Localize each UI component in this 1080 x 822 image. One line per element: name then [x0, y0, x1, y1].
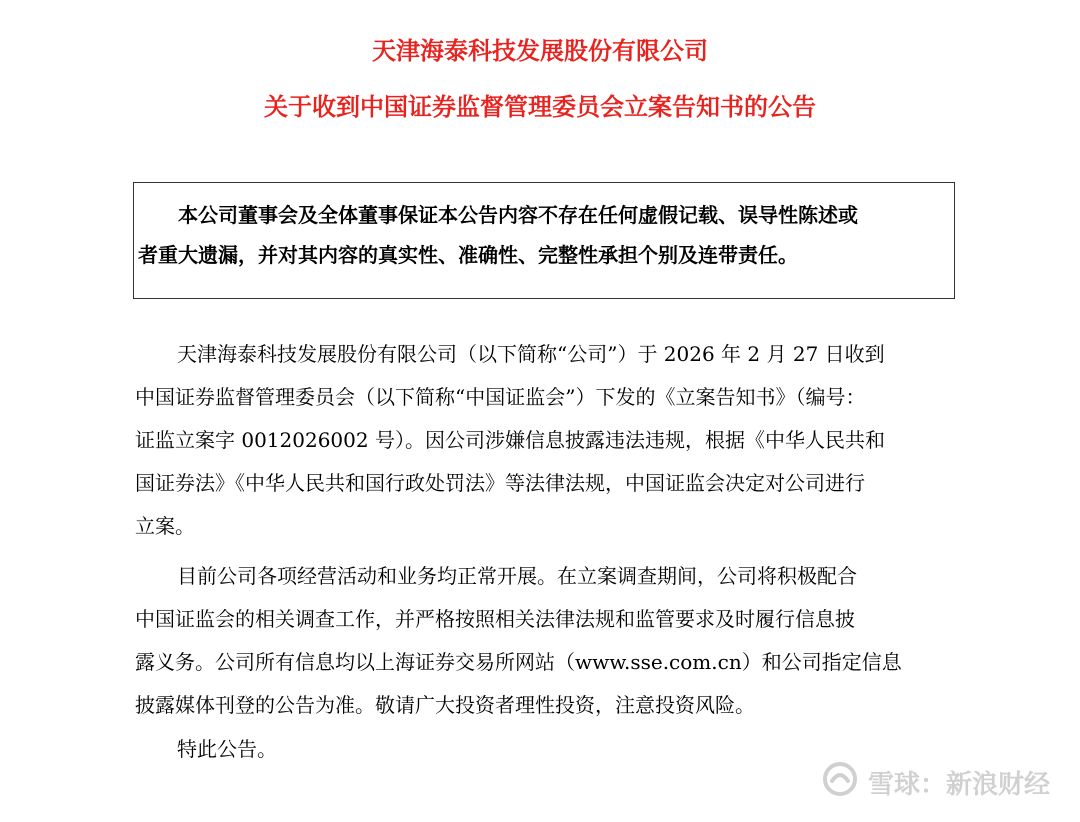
disclaimer-line: 本公司董事会及全体董事保证本公告内容不存在任何虚假记载、误导性陈述或: [178, 203, 858, 227]
paragraph-filing-notice: [135, 333, 965, 548]
paragraph-operations: [135, 555, 965, 727]
paragraph-line: 目前公司各项经营活动和业务均正常开展。在立案调查期间，公司将积极配合: [177, 564, 857, 588]
watermark: [820, 759, 1050, 806]
disclaimer-line: 者重大遗漏，并对其内容的真实性、准确性、完整性承担个别及连带责任。: [138, 243, 798, 267]
paragraph-line: 露义务。公司所有信息均以上海证券交易所网站（www.sse.com.cn）和公司指定信息: [135, 650, 902, 674]
disclaimer-box: [133, 182, 955, 299]
paragraph-line: 天津海泰科技发展股份有限公司（以下简称“公司”）于 2026 年 2 月 27 日收到: [177, 342, 885, 366]
paragraph-line: 中国证监会的相关调查工作，并严格按照相关法律法规和监管要求及时履行信息披: [135, 607, 855, 631]
paragraph-line: 国证券法》《中华人民共和国行政处罚法》等法律法规，中国证监会决定对公司进行: [135, 471, 865, 495]
snowball-logo-icon: [820, 759, 860, 806]
paragraph-line: 披露媒体刊登的公告为准。敬请广大投资者理性投资，注意投资风险。: [135, 693, 755, 717]
paragraph-line: 立案。: [135, 514, 195, 538]
watermark-text: 雪球：新浪财经: [867, 770, 1050, 800]
company-title: 天津海泰科技发展股份有限公司: [372, 37, 708, 65]
paragraph-line: 证监立案字 0012026002 号）。因公司涉嫌信息披露违法违规，根据《中华人民共和: [135, 428, 885, 452]
paragraph-line: 特此公告。: [177, 737, 277, 761]
paragraph-line: 中国证券监督管理委员会（以下简称“中国证监会”）下发的《立案告知书》（编号：: [135, 385, 866, 409]
announcement-title: 关于收到中国证券监督管理委员会立案告知书的公告: [264, 93, 816, 121]
